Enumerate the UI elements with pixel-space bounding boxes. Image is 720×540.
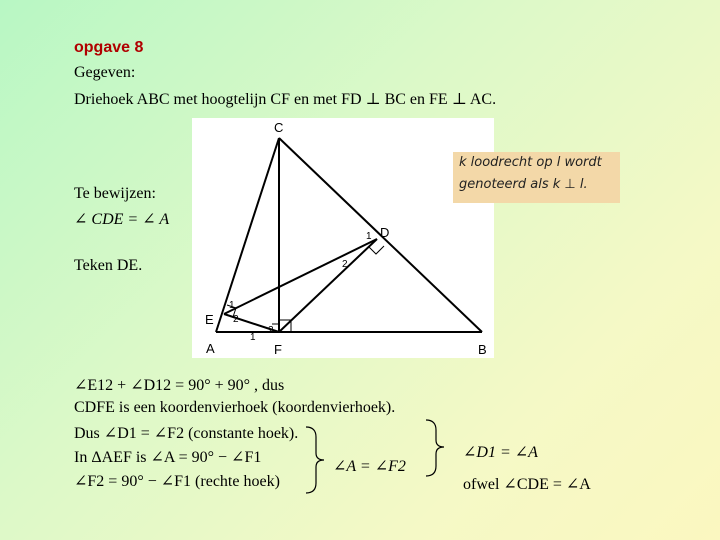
- given-text: Driehoek ABC met hoogtelijn CF en met FD ⊥ BC en FE ⊥ AC.: [74, 91, 497, 108]
- label-c: C: [274, 120, 284, 135]
- angle-mark-f2: 2: [268, 325, 274, 336]
- prove-text: ∠ CDE = ∠ A: [74, 211, 170, 228]
- label-e: E: [205, 312, 214, 327]
- label-d: D: [380, 225, 390, 240]
- note-line-2: genoteerd als k ⊥ l.: [459, 177, 588, 192]
- angle-mark-d1: 1: [366, 231, 372, 242]
- right-brace: [420, 418, 460, 478]
- proof-line-3: Dus ∠D1 = ∠F2 (constante hoek).: [74, 425, 299, 442]
- conclusion-1: ∠D1 = ∠A: [463, 444, 538, 461]
- angle-mark-e1: 1: [229, 300, 235, 311]
- given-label: Gegeven:: [74, 64, 136, 81]
- segment-fd: [279, 239, 377, 332]
- prove-label: Te bewijzen:: [74, 185, 156, 202]
- draw-instruction: Teken DE.: [74, 257, 143, 274]
- segment-de: [224, 239, 377, 314]
- proof-line-1: ∠E12 + ∠D12 = 90° + 90° , dus: [74, 377, 285, 394]
- triangle-diagram: [192, 118, 494, 358]
- angle-mark-d2: 2: [342, 259, 348, 270]
- label-a: A: [206, 341, 215, 356]
- perpendicular-note: [453, 152, 620, 203]
- label-f: F: [274, 342, 282, 357]
- note-line-1: k loodrecht op l wordt: [459, 155, 602, 170]
- label-b: B: [478, 342, 487, 357]
- right-angle-d: [369, 246, 384, 254]
- proof-line-2: CDFE is een koordenvierhoek (koordenvierhoek).: [74, 399, 396, 416]
- triangle-figure: [192, 118, 494, 358]
- angle-mark-e2: 2: [233, 314, 239, 325]
- angle-mark-f1: 1: [250, 332, 256, 343]
- proof-line-5: ∠F2 = 90° − ∠F1 (rechte hoek): [74, 473, 280, 490]
- intermediate-result: ∠A = ∠F2: [333, 458, 406, 475]
- slide-title: opgave 8: [74, 39, 144, 56]
- proof-line-4: In ΔAEF is ∠A = 90° − ∠F1: [74, 449, 262, 466]
- conclusion-2: ofwel ∠CDE = ∠A: [463, 476, 591, 493]
